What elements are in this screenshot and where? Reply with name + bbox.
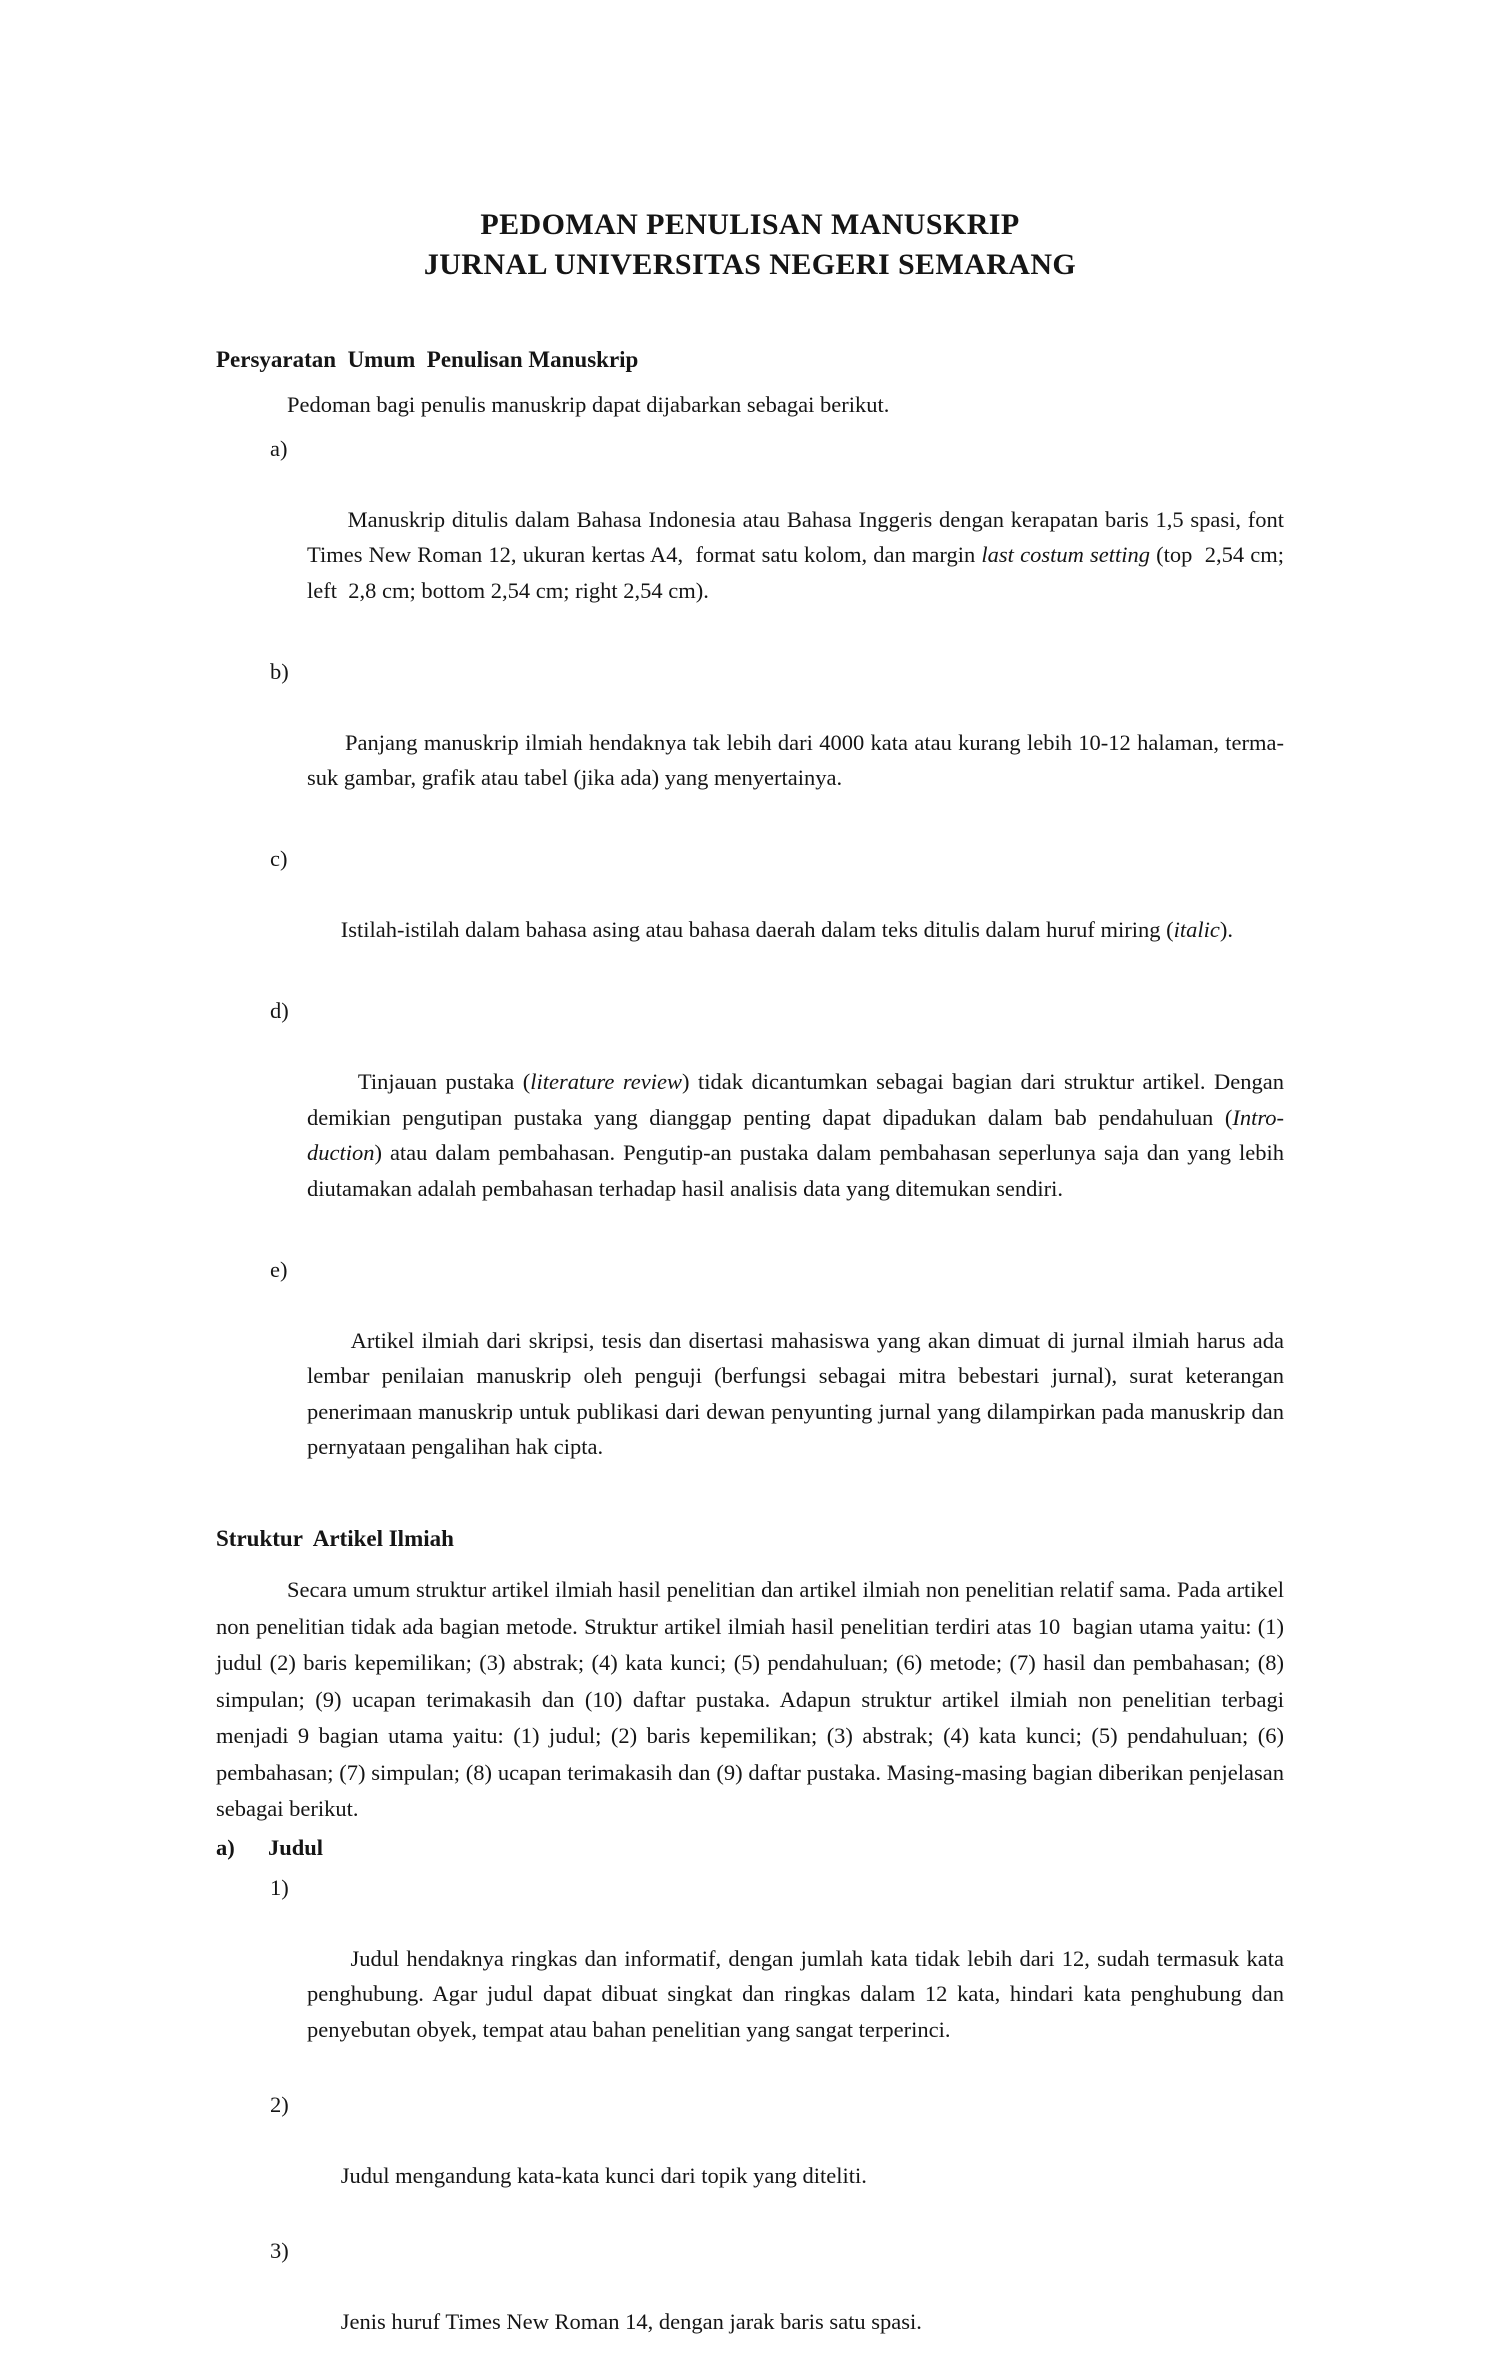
list-item-a-text: Manuskrip ditulis dalam Bahasa Indonesia atau Bahasa Inggeris dengan kerapatan baris 1,5 spasi, font Times New Roman 12, ukuran kertas A4, format satu kolom, dan margin last costum setting (top 2,54 cm; left 2,8 cm; bottom 2,54 cm; right 2,54 cm).	[307, 506, 1290, 603]
list-item-c-text: Istilah-istilah dalam bahasa asing atau bahasa daerah dalam teks ditulis dalam huruf miring (italic).	[340, 917, 1233, 942]
heading-persyaratan-umum: Persyaratan Umum Penulisan Manuskrip	[216, 347, 639, 372]
intro-paragraph: Pedoman bagi penulis manuskrip dapat dijabarkan sebagai berikut.	[287, 392, 890, 417]
subheading-judul	[216, 1830, 1284, 1866]
document-title-line-1: PEDOMAN PENULISAN MANUSKRIP	[480, 208, 1020, 241]
sublist-marker-2: 2)	[270, 2091, 289, 2117]
list-item-d	[216, 993, 1290, 1242]
sublist-item-1-text: Judul hendaknya ringkas dan informatif, dengan jumlah kata tidak lebih dari 12, sudah termasuk kata penghubung. Agar judul dapat dibuat singkat dan ringkas dalam 12 kata, hindari kata penghubung dan penyebutan obyek, tempat atau bahan penelitian yang sangat terperinci.	[307, 1945, 1290, 2042]
heading-struktur-artikel: Struktur Artikel Ilmiah	[216, 1526, 454, 1551]
list-item-d-text: Tinjauan pustaka (literature review) tidak dicantumkan sebagai bagian dari struktur artikel. Dengan demikian pengutipan pustaka yang dianggap penting dapat dipadukan dalam bab pendahuluan (Intro-duction) atau dalam pembahasan. Pengutip-an pustaka dalam pembahasan seperlunya saja dan yang lebih diutamakan adalah pembahasan terhadap hasil analisis data yang ditemukan sendiri.	[307, 1069, 1290, 1201]
document-title	[216, 205, 1284, 285]
list-item-e	[216, 1252, 1290, 1501]
list-marker-a: a)	[270, 435, 288, 461]
sublist-item-2	[216, 2087, 1284, 2229]
sublist-marker-1: 1)	[270, 1874, 289, 1900]
sublist-item-1	[216, 1870, 1290, 2083]
sublist-item-3-clipped	[216, 2233, 1284, 2375]
subheading-judul-label: Judul	[268, 1834, 324, 1860]
subheading-judul-marker: a)	[216, 1834, 235, 1860]
list-item-c	[216, 841, 1284, 983]
list-item-a	[216, 431, 1290, 644]
judul-sublist	[216, 1870, 1290, 2375]
struktur-paragraph: Secara umum struktur artikel ilmiah hasil penelitian dan artikel ilmiah non penelitian relatif sama. Pada artikel non penelitian tidak ada bagian metode. Struktur artikel ilmiah hasil penelitian terdiri atas 10 bagian utama yaitu: (1) judul (2) baris kepemilikan; (3) abstrak; (4) kata kunci; (5) pendahuluan; (6) metode; (7) hasil dan pembahasan; (8) simpulan; (9) ucapan terimakasih dan (10) daftar pustaka. Adapun struktur artikel ilmiah non penelitian terbagi menjadi 9 bagian utama yaitu: (1) judul; (2) baris kepemilikan; (3) abstrak; (4) kata kunci; (5) pendahuluan; (6) pembahasan; (7) simpulan; (8) ucapan terimakasih dan (9) daftar pustaka. Masing-masing bagian diberikan penjelasan sebagai berikut.	[216, 1577, 1290, 1821]
list-item-b	[216, 654, 1284, 832]
sublist-item-3-text: Jenis huruf Times New Roman 14, dengan jarak baris satu spasi.	[340, 2308, 922, 2334]
list-item-e-text: Artikel ilmiah dari skripsi, tesis dan disertasi mahasiswa yang akan dimuat di jurnal ilmiah harus ada lembar penilaian manuskrip oleh penguji (berfungsi sebagai mitra bebestari jurnal), surat keterangan penerimaan manuskrip untuk publikasi dari dewan penyunting jurnal yang dilampirkan pada manuskrip dan pernyataan pengalihan hak cipta.	[307, 1327, 1290, 1459]
sublist-marker-3: 3)	[270, 2237, 289, 2263]
list-marker-c: c)	[270, 846, 288, 871]
persyaratan-list	[216, 431, 1290, 1501]
list-marker-d: d)	[270, 998, 289, 1023]
list-item-b-text: Panjang manuskrip ilmiah hendaknya tak lebih dari 4000 kata atau kurang lebih 10-12 halaman, terma-suk gambar, grafik atau tabel (jika ada) yang menyertainya.	[307, 729, 1285, 790]
list-marker-e: e)	[270, 1256, 288, 1282]
document-title-line-2: JURNAL UNIVERSITAS NEGERI SEMARANG	[423, 248, 1077, 281]
sublist-item-2-text: Judul mengandung kata-kata kunci dari topik yang diteliti.	[340, 2162, 867, 2188]
list-marker-b: b)	[270, 658, 289, 684]
